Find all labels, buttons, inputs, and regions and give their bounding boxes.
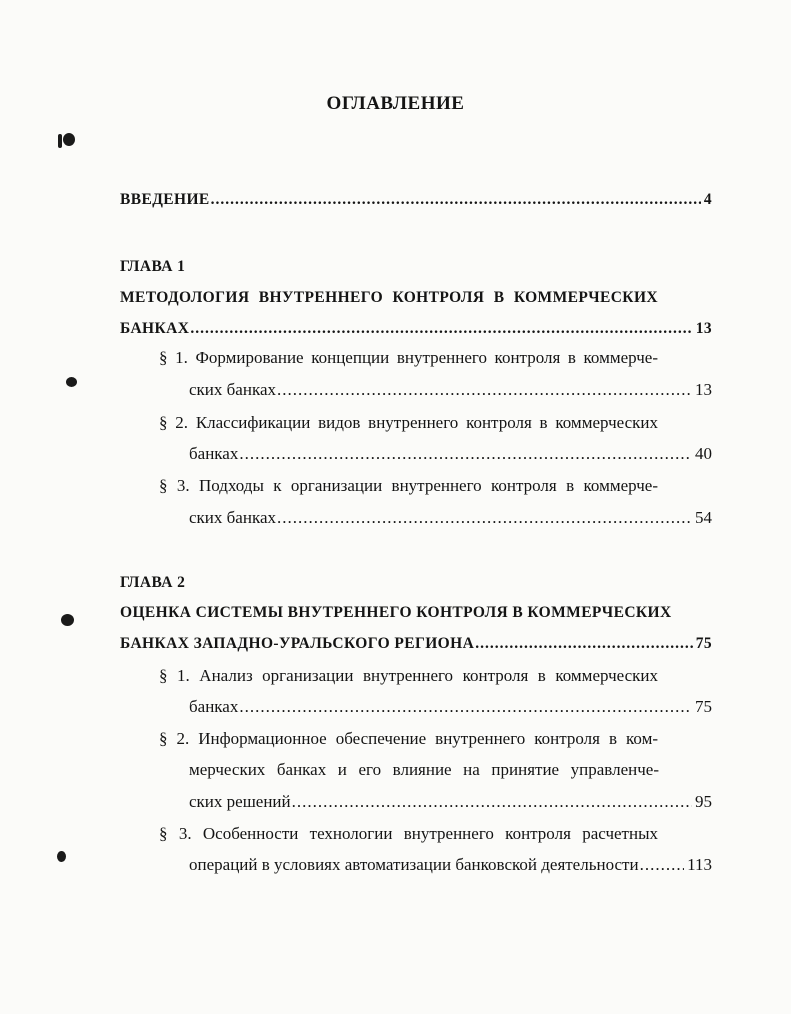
chapter2-page: 75 [695,635,712,652]
ch2-sec3-line1[interactable]: § 3. Особенности технологии внутреннего контроля расчетных [159,824,658,843]
chapter1-title-line2[interactable] [120,320,712,338]
toc-intro-page: 4 [703,191,712,208]
ch1-sec2-page: 40 [695,444,712,463]
ch1-sec2-line1[interactable]: § 2. Классификации видов внутреннего контроля в коммерческих [159,413,658,432]
ch1-sec1-line2[interactable] [189,380,712,400]
leader-dots [277,380,692,400]
ch2-sec2-text: ских решений [189,792,291,811]
ch1-sec3-page: 54 [695,508,712,527]
scan-speck [57,851,66,862]
chapter1-heading: ГЛАВА 1 [120,258,186,275]
ch2-sec2-page: 95 [695,792,712,811]
ch2-sec2-line2[interactable] [189,792,712,812]
ch2-sec2-line1b[interactable]: мерческих банках и его влияние на принятие управленче- [189,760,659,779]
chapter2-heading: ГЛАВА 2 [120,574,186,591]
ch1-sec1-text: ских банках [189,380,276,399]
leader-dots [239,444,692,464]
ch1-sec3-line1[interactable]: § 3. Подходы к организации внутреннего контроля в коммерче- [159,476,658,495]
ch1-sec3-text: ских банках [189,508,276,527]
ch2-sec1-text: банках [189,697,239,716]
leader-dots [190,320,692,338]
ch1-sec1-page: 13 [695,380,712,399]
ch2-sec3-line2[interactable] [189,855,712,875]
ch2-sec1-page: 75 [695,697,712,716]
ch1-sec1-line1[interactable]: § 1. Формирование концепции внутреннего контроля в коммерче- [159,348,658,367]
ch2-sec3-text: операций в условиях автоматизации банковской деятельности [189,855,639,874]
ch2-sec2-line1[interactable]: § 2. Информационное обеспечение внутреннего контроля в ком- [159,729,658,748]
chapter2-title-text: БАНКАХ ЗАПАДНО-УРАЛЬСКОГО РЕГИОНА [120,635,475,652]
leader-dots [475,635,693,653]
scan-speck [63,133,75,146]
scan-speck [66,377,77,387]
chapter2-title-line1[interactable]: ОЦЕНКА СИСТЕМЫ ВНУТРЕННЕГО КОНТРОЛЯ В КОММЕРЧЕСКИХ [120,604,672,621]
ch1-sec2-line2[interactable] [189,444,712,464]
toc-intro-label: ВВЕДЕНИЕ [120,191,210,208]
ch2-sec1-line2[interactable] [189,697,712,717]
scan-speck [58,134,62,148]
ch2-sec1-line1[interactable]: § 1. Анализ организации внутреннего контроля в коммерческих [159,666,658,685]
scan-speck [61,614,74,626]
leader-dots [292,792,692,812]
ch1-sec2-text: банках [189,444,239,463]
toc-intro[interactable] [120,191,712,209]
chapter1-page: 13 [695,320,712,337]
page-title: ОГЛАВЛЕНИЕ [326,93,465,114]
leader-dots [239,697,692,717]
chapter1-title-text: БАНКАХ [120,320,190,337]
leader-dots [277,508,692,528]
ch1-sec3-line2[interactable] [189,508,712,528]
chapter1-title-line1[interactable]: МЕТОДОЛОГИЯ ВНУТРЕННЕГО КОНТРОЛЯ В КОММЕРЧЕСКИХ [120,289,658,306]
leader-dots [211,191,701,209]
chapter2-title-line2[interactable] [120,635,712,653]
ch2-sec3-page: 113 [687,855,712,874]
leader-dots [640,855,685,875]
